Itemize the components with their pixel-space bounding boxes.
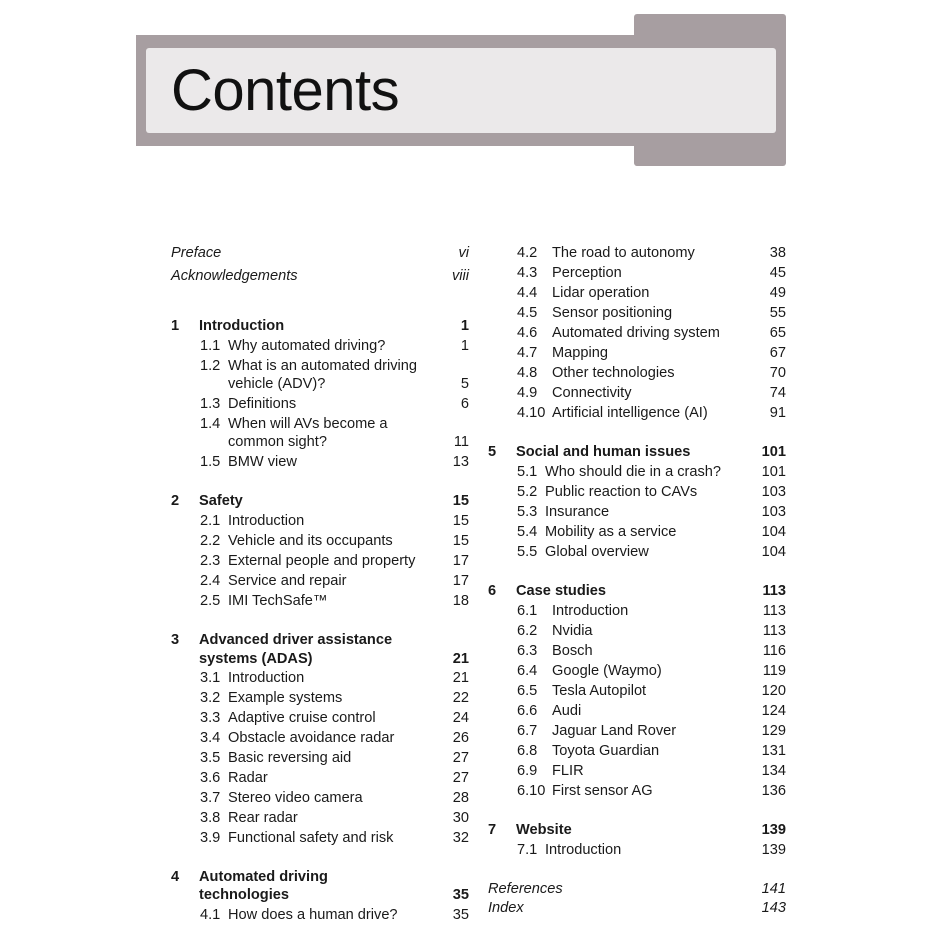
toc-entry-row (488, 343, 786, 363)
toc-page-number: 103 (761, 484, 786, 500)
toc-entry-title: Other technologies (552, 365, 675, 381)
toc-entry-number: 3.2 (200, 690, 221, 706)
toc-page-number: 49 (769, 285, 786, 301)
toc-entry-number: 4.9 (517, 385, 538, 401)
toc-entry-title: Safety (199, 493, 243, 509)
toc-entry-number: 3.6 (200, 770, 221, 786)
toc-entry-row (488, 283, 786, 303)
toc-entry-row (171, 728, 469, 748)
toc-page-number: 26 (452, 730, 469, 746)
toc-chapter-row (488, 820, 786, 840)
toc-entry-title: Acknowledgements (171, 268, 298, 284)
toc-entry-row (488, 363, 786, 383)
toc-entry-title: When will AVs become a (228, 416, 388, 432)
toc-entry-title: Toyota Guardian (552, 743, 660, 759)
toc-entry-title: Jaguar Land Rover (552, 723, 677, 739)
toc-entry-row (488, 383, 786, 403)
toc-page-number: 24 (452, 710, 469, 726)
toc-entry-title: Introduction (228, 670, 305, 686)
toc-entry-number: 6.9 (517, 763, 538, 779)
toc-entry-number: 5 (488, 444, 497, 460)
toc-entry-title: External people and property (228, 553, 416, 569)
toc-page-number: 22 (452, 690, 469, 706)
toc-entry-title: Nvidia (552, 623, 593, 639)
toc-entry-row (488, 641, 786, 661)
toc-page-number: 21 (452, 651, 469, 667)
toc-entry-row (488, 621, 786, 641)
toc-chapter-row (171, 316, 469, 336)
toc-entry-row (171, 374, 469, 394)
toc-entry-row (171, 688, 469, 708)
toc-entry-title: Service and repair (228, 573, 347, 589)
toc-page-number: 113 (762, 623, 786, 639)
toc-page-number: 65 (769, 325, 786, 341)
toc-entry-number: 2.5 (200, 593, 221, 609)
toc-entry-number: 3.9 (200, 830, 221, 846)
toc-entry-row (171, 668, 469, 688)
toc-page-number: 103 (761, 504, 786, 520)
toc-entry-row (488, 701, 786, 721)
toc-entry-title: Vehicle and its occupants (228, 533, 393, 549)
toc-entry-number: 5.1 (517, 464, 538, 480)
toc-entry-number: 2.1 (200, 513, 221, 529)
toc-page-number: 74 (769, 385, 786, 401)
toc-page-number: 113 (762, 583, 786, 599)
toc-page-number: 55 (769, 305, 786, 321)
toc-page-number: 35 (452, 887, 469, 903)
toc-entry-number: 1.3 (200, 396, 221, 412)
toc-page-number: 113 (762, 603, 786, 619)
toc-entry-number: 6.5 (517, 683, 538, 699)
toc-entry-title: Insurance (545, 504, 610, 520)
toc-entry-row (488, 721, 786, 741)
toc-entry-title: Who should die in a crash? (545, 464, 722, 480)
toc-entry-number: 6.4 (517, 663, 538, 679)
toc-entry-row (171, 768, 469, 788)
toc-entry-row (488, 879, 786, 899)
toc-entry-row (171, 531, 469, 551)
toc-entry-title: BMW view (228, 454, 297, 470)
toc-page-number: 6 (460, 396, 469, 412)
page-title: Contents (171, 58, 400, 123)
toc-entry-title: FLIR (552, 763, 584, 779)
toc-entry-number: 4.5 (517, 305, 538, 321)
toc-chapter-row (171, 885, 469, 905)
toc-entry-number: 2.2 (200, 533, 221, 549)
toc-page-number: 21 (452, 670, 469, 686)
toc-page-number: 136 (761, 783, 786, 799)
toc-entry-title: Introduction (552, 603, 629, 619)
toc-entry-number: 4 (171, 869, 180, 885)
toc-entry-number: 1.5 (200, 454, 221, 470)
toc-entry-row (171, 266, 469, 286)
toc-entry-number: 3.4 (200, 730, 221, 746)
toc-page-number: 11 (453, 434, 469, 450)
toc-entry-row (488, 502, 786, 522)
toc-entry-title: Global overview (545, 544, 649, 560)
toc-page-number: 32 (452, 830, 469, 846)
toc-entry-row (171, 808, 469, 828)
toc-entry-title: Adaptive cruise control (228, 710, 376, 726)
toc-entry-title: How does a human drive? (228, 907, 398, 923)
toc-entry-title: Perception (552, 265, 622, 281)
toc-entry-row (488, 522, 786, 542)
toc-entry-title: Google (Waymo) (552, 663, 662, 679)
toc-entry-number: 1.2 (200, 358, 221, 374)
toc-entry-title: First sensor AG (552, 783, 653, 799)
toc-chapter-row (171, 630, 469, 650)
toc-entry-row (488, 462, 786, 482)
toc-entry-title: Social and human issues (516, 444, 691, 460)
toc-entry-number: 6.6 (517, 703, 538, 719)
toc-entry-title: Bosch (552, 643, 593, 659)
toc-chapter-row (488, 581, 786, 601)
toc-page-number: 27 (452, 770, 469, 786)
toc-page-number: 101 (761, 464, 786, 480)
toc-page-number: 15 (452, 533, 469, 549)
toc-page-number: 120 (761, 683, 786, 699)
toc-entry-row (488, 741, 786, 761)
toc-entry-title: Advanced driver assistance (199, 632, 393, 648)
toc-entry-number: 7.1 (517, 842, 538, 858)
toc-entry-row (171, 905, 469, 925)
toc-page-number: 28 (452, 790, 469, 806)
toc-entry-row (488, 303, 786, 323)
toc-chapter-row (171, 491, 469, 511)
toc-entry-row (488, 661, 786, 681)
toc-entry-number: 6.7 (517, 723, 538, 739)
toc-entry-title: What is an automated driving (228, 358, 418, 374)
toc-entry-title: common sight? (228, 434, 327, 450)
toc-entry-number: 5.2 (517, 484, 538, 500)
toc-page-number: 70 (769, 365, 786, 381)
toc-entry-title: Audi (552, 703, 582, 719)
toc-entry-number: 1.1 (200, 338, 221, 354)
toc-entry-number: 6.10 (517, 783, 546, 799)
toc-page-number: 17 (452, 553, 469, 569)
toc-page-number: 1 (460, 338, 469, 354)
toc-entry-title: Basic reversing aid (228, 750, 352, 766)
toc-entry-number: 3 (171, 632, 180, 648)
toc-entry-number: 2 (171, 493, 180, 509)
toc-entry-row (488, 243, 786, 263)
toc-entry-row (488, 542, 786, 562)
toc-chapter-row (171, 649, 469, 669)
toc-page-number: 104 (761, 524, 786, 540)
toc-page-number: 1 (460, 318, 469, 334)
toc-chapter-row (171, 867, 469, 887)
toc-entry-row (171, 591, 469, 611)
toc-entry-number: 6.2 (517, 623, 538, 639)
toc-entry-number: 3.8 (200, 810, 221, 826)
toc-page-number: 119 (762, 663, 786, 679)
toc-entry-row (171, 432, 469, 452)
toc-entry-row (488, 263, 786, 283)
toc-entry-number: 4.7 (517, 345, 538, 361)
toc-entry-number: 7 (488, 822, 497, 838)
toc-entry-row (171, 414, 469, 434)
toc-entry-title: Stereo video camera (228, 790, 363, 806)
toc-entry-number: 4.8 (517, 365, 538, 381)
toc-page-number: 15 (452, 493, 469, 509)
toc-entry-title: Automated driving (199, 869, 328, 885)
toc-page-number: 101 (761, 444, 786, 460)
toc-entry-title: Connectivity (552, 385, 632, 401)
toc-entry-title: Obstacle avoidance radar (228, 730, 395, 746)
toc-entry-row (488, 781, 786, 801)
toc-page-number: 13 (452, 454, 469, 470)
toc-entry-number: 3.7 (200, 790, 221, 806)
toc-page-number: 30 (452, 810, 469, 826)
toc-entry-row (171, 571, 469, 591)
toc-entry-number: 3.5 (200, 750, 221, 766)
toc-entry-title: Public reaction to CAVs (545, 484, 698, 500)
toc-entry-title: technologies (199, 887, 290, 903)
toc-page-number: 139 (761, 822, 786, 838)
toc-entry-number: 2.4 (200, 573, 221, 589)
toc-page-number: 104 (761, 544, 786, 560)
toc-entry-title: Radar (228, 770, 268, 786)
toc-entry-title: Example systems (228, 690, 343, 706)
toc-entry-number: 6 (488, 583, 497, 599)
toc-entry-row (171, 788, 469, 808)
toc-entry-row (171, 828, 469, 848)
toc-entry-number: 4.4 (517, 285, 538, 301)
toc-entry-row (488, 681, 786, 701)
toc-entry-number: 6.1 (517, 603, 538, 619)
toc-entry-number: 4.10 (517, 405, 546, 421)
toc-entry-title: Introduction (199, 318, 285, 334)
toc-entry-row (171, 748, 469, 768)
toc-page-number: 35 (452, 907, 469, 923)
toc-page-number: 141 (761, 881, 786, 897)
toc-page-number: 5 (460, 376, 469, 392)
toc-entry-row (171, 243, 469, 263)
toc-entry-number: 1.4 (200, 416, 221, 432)
toc-entry-row (488, 898, 786, 918)
toc-entry-title: Artificial intelligence (AI) (552, 405, 708, 421)
toc-entry-row (171, 394, 469, 414)
toc-page-number: viii (451, 268, 469, 284)
toc-entry-title: Why automated driving? (228, 338, 386, 354)
toc-entry-number: 3.3 (200, 710, 221, 726)
toc-entry-number: 4.2 (517, 245, 538, 261)
toc-page-number: 15 (452, 513, 469, 529)
toc-entry-title: vehicle (ADV)? (228, 376, 326, 392)
toc-entry-row (488, 601, 786, 621)
toc-page-number: 45 (769, 265, 786, 281)
toc-page-number: 143 (761, 900, 786, 916)
toc-entry-title: IMI TechSafe™ (228, 593, 328, 609)
toc-entry-number: 6.8 (517, 743, 538, 759)
toc-entry-title: Automated driving system (552, 325, 720, 341)
toc-page-number: vi (458, 245, 469, 261)
toc-page-number: 17 (452, 573, 469, 589)
toc-chapter-row (488, 442, 786, 462)
toc-entry-title: systems (ADAS) (199, 651, 313, 667)
toc-entry-number: 5.5 (517, 544, 538, 560)
toc-entry-number: 6.3 (517, 643, 538, 659)
toc-entry-row (171, 336, 469, 356)
toc-page-number: 129 (761, 723, 786, 739)
toc-page-number: 139 (761, 842, 786, 858)
toc-entry-number: 5.3 (517, 504, 538, 520)
toc-entry-number: 3.1 (200, 670, 221, 686)
toc-entry-title: Index (488, 900, 524, 916)
toc-entry-number: 4.6 (517, 325, 538, 341)
toc-entry-row (171, 511, 469, 531)
toc-entry-number: 4.1 (200, 907, 221, 923)
toc-entry-row (488, 403, 786, 423)
toc-page-number: 27 (452, 750, 469, 766)
toc-page-number: 131 (761, 743, 786, 759)
toc-entry-row (488, 323, 786, 343)
toc-entry-number: 5.4 (517, 524, 538, 540)
toc-page-number: 67 (769, 345, 786, 361)
toc-entry-title: Lidar operation (552, 285, 650, 301)
toc-entry-title: Mobility as a service (545, 524, 677, 540)
toc-page-number: 134 (761, 763, 786, 779)
toc-entry-title: Definitions (228, 396, 297, 412)
toc-entry-row (171, 356, 469, 376)
toc-entry-title: Mapping (552, 345, 608, 361)
toc-entry-row (171, 708, 469, 728)
toc-entry-title: Tesla Autopilot (552, 683, 647, 699)
toc-entry-title: Preface (171, 245, 222, 261)
toc-page-number: 91 (769, 405, 786, 421)
toc-entry-title: Functional safety and risk (228, 830, 394, 846)
toc-entry-row (171, 551, 469, 571)
toc-page-number: 18 (452, 593, 469, 609)
toc-entry-title: Case studies (516, 583, 607, 599)
toc-entry-title: Rear radar (228, 810, 298, 826)
toc-entry-row (488, 761, 786, 781)
toc-page-number: 38 (769, 245, 786, 261)
toc-page-number: 116 (762, 643, 786, 659)
toc-entry-row (488, 840, 786, 860)
toc-entry-title: References (488, 881, 563, 897)
toc-entry-title: Website (516, 822, 572, 838)
toc-entry-row (488, 482, 786, 502)
toc-entry-number: 1 (171, 318, 180, 334)
toc-entry-title: Introduction (228, 513, 305, 529)
toc-entry-title: Introduction (545, 842, 622, 858)
toc-entry-title: Sensor positioning (552, 305, 673, 321)
toc-entry-title: The road to autonomy (552, 245, 695, 261)
toc-entry-row (171, 452, 469, 472)
toc-page-number: 124 (761, 703, 786, 719)
toc-entry-number: 4.3 (517, 265, 538, 281)
toc-entry-number: 2.3 (200, 553, 221, 569)
